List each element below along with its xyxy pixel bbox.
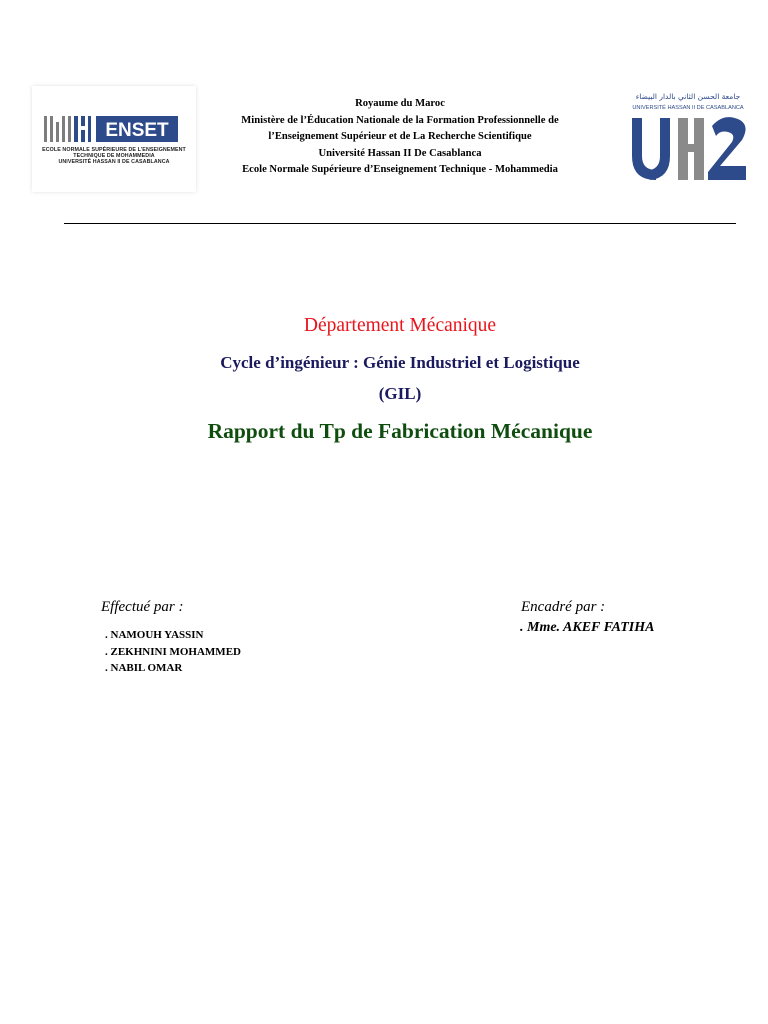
done-by-label: Effectué par :	[101, 599, 184, 615]
enset-logo-graphic	[32, 86, 196, 192]
institution-line-higher-education: l’Enseignement Supérieur et de La Recherche Scientifique	[268, 131, 532, 142]
report-title: Rapport du Tp de Fabrication Mécanique	[207, 419, 593, 443]
cycle-abbreviation: (GIL)	[378, 384, 422, 403]
enset-caption-line-3: UNIVERSITÉ HASSAN II DE CASABLANCA	[58, 159, 170, 165]
university-logo	[620, 90, 756, 186]
supervisor-name: . Mme. AKEF FATIHA	[520, 620, 655, 635]
student-name: . NABIL OMAR	[105, 662, 183, 674]
enset-caption-line-2: TECHNIQUE DE MOHAMMEDIA	[73, 153, 155, 159]
university-latin-name: UNIVERSITÉ HASSAN II DE CASABLANCA	[632, 105, 744, 111]
university-arabic-name: جامعة الحسن الثاني بالدار البيضاء	[635, 92, 741, 101]
department-title: Département Mécanique	[303, 315, 497, 336]
enset-caption-line-1: ECOLE NORMALE SUPÉRIEURE DE L'ENSEIGNEMENT	[42, 147, 186, 153]
enset-logo	[32, 86, 196, 192]
institution-header	[200, 96, 600, 179]
institution-line-university: Université Hassan II De Casablanca	[318, 147, 482, 159]
institution-line-kingdom: Royaume du Maroc	[355, 98, 445, 109]
header-divider	[64, 223, 736, 224]
student-name: . NAMOUH YASSIN	[105, 629, 204, 641]
university-logo-graphic	[620, 90, 756, 186]
enset-wordmark: ENSET	[105, 120, 169, 141]
institution-line-school: Ecole Normale Supérieure d’Enseignement Technique - Mohammedia	[242, 164, 558, 175]
student-list	[105, 627, 241, 677]
cycle-title: Cycle d’ingénieur : Génie Industriel et Logistique	[220, 353, 580, 372]
institution-line-ministry: Ministère de l’Éducation Nationale de la Formation Professionnelle de	[241, 114, 559, 126]
supervised-by-label: Encadré par :	[521, 599, 606, 615]
student-name: . ZEKHNINI MOHAMMED	[105, 645, 241, 658]
